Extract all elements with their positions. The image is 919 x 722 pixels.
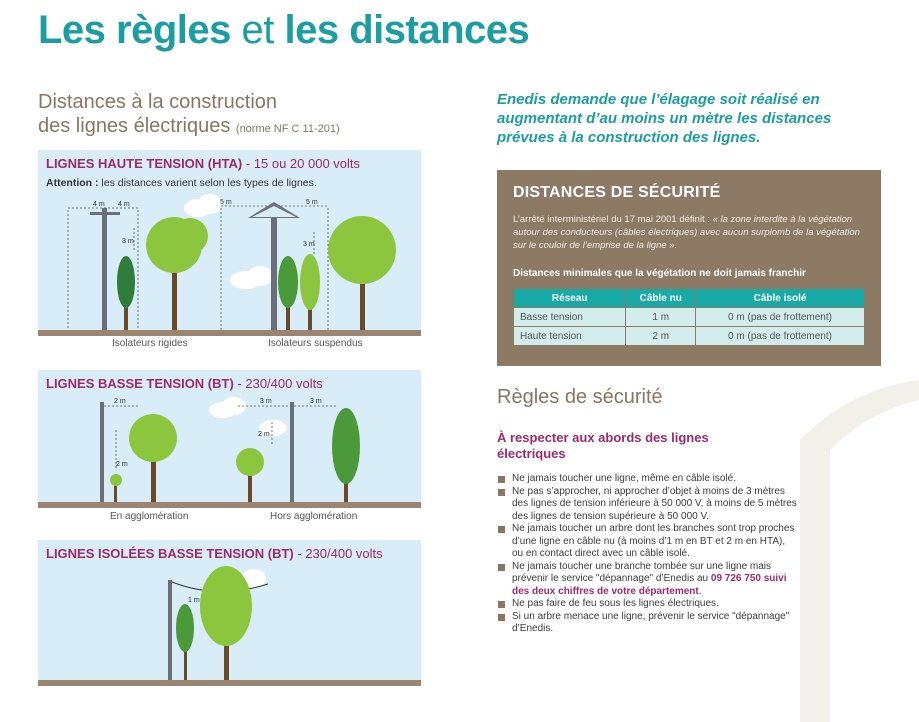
table-cell: 0 m (pas de frottement): [696, 327, 865, 346]
securite-box: [497, 170, 881, 366]
dim-label: 3 m: [122, 238, 134, 245]
list-item: Ne jamais toucher une branche tombée sur une ligne mais prévenir le service "dépannage" d’Enedis au 09 726 750 suivi des deux chiffres de votre département.: [497, 561, 797, 599]
ground: [38, 330, 421, 336]
electric-pole-icon: [90, 208, 120, 330]
dim-label: 4 m: [93, 201, 105, 208]
table-cell: 1 m: [626, 308, 696, 327]
dim-label: 3 m: [310, 398, 322, 405]
table-header: Réseau: [514, 289, 626, 308]
hta-attention: Attention : les distances varient selon les types de lignes.: [46, 177, 317, 189]
electric-pole-icon: [168, 580, 172, 680]
dim-label: 1 m: [188, 597, 200, 604]
table-header-row: [514, 289, 865, 308]
respect-subtitle: À respecter aux abords des lignes électriques: [497, 430, 709, 461]
dim-label: 4 m: [118, 201, 130, 208]
distances-table: [513, 288, 865, 346]
dim-label: 2 m: [114, 398, 126, 405]
dim-label: 2 m: [116, 461, 128, 468]
list-item: Ne pas s’approcher, ni approcher d’objet à moins de 3 mètres des lignes de tension inférieure à 50 000 V, à moins de 5 mètres des lignes de tension supérieure à 50 000 V.: [497, 486, 797, 524]
bt-panel: [38, 370, 421, 508]
caption-isolateurs-suspendus: Isolateurs suspendus: [268, 338, 363, 349]
table-row: [514, 308, 865, 327]
hta-illustration: [38, 150, 421, 336]
phone-number: 09 726 750 suivi des deux chiffres de votre département: [512, 573, 787, 597]
caption-agglomeration: En agglomération: [110, 511, 189, 522]
bt-illustration: [38, 370, 421, 508]
list-item: Ne jamais toucher un arbre dont les branches sont trop proches d’une ligne en câble nu (à moins d’1 m en BT et 2 m en HTA), ou en contact direct avec un câble isolé.: [497, 523, 797, 561]
table-row: [514, 327, 865, 346]
list-item: Si un arbre menace une ligne, prévenir le service "dépannage" d’Enedis.: [497, 611, 797, 636]
regles-title: Règles de sécurité: [497, 386, 663, 408]
tree-icon: [110, 408, 360, 502]
page-title: Les règles et les distances: [38, 8, 530, 52]
isolees-title: LIGNES ISOLÉES BASSE TENSION (BT) - 230/400 volts: [46, 546, 383, 561]
bt-title: LIGNES BASSE TENSION (BT) - 230/400 volts: [46, 376, 323, 391]
hta-panel: [38, 150, 421, 336]
enedis-note: Enedis demande que l’élagage soit réalisé en augmentant d’au moins un mètre les distances prévues à la construction des lignes.: [497, 91, 832, 146]
construction-title: Distances à la construction des lignes électriques (norme NF C 11-201): [38, 91, 340, 137]
list-item: Ne pas faire de feu sous les lignes électriques.: [497, 598, 797, 611]
ground: [38, 502, 421, 508]
table-cell: 0 m (pas de frottement): [696, 308, 865, 327]
securite-text: L’arrêté interministériel du 17 mai 2001 définit : « la zone interdite à la végétation autour des conducteurs (câbles électriques) avec aucun surplomb de la végétation sur le couloir de l’emprise de la ligne ».: [513, 214, 860, 251]
dim-label: 3 m: [303, 241, 315, 248]
table-cell: Haute tension: [514, 327, 626, 346]
dim-label: 3 m: [260, 398, 272, 405]
table-cell: Basse tension: [514, 308, 626, 327]
table-header: Câble nu: [626, 289, 696, 308]
electric-pole-icon: [100, 402, 294, 502]
securite-min-label: Distances minimales que la végétation ne doit jamais franchir: [513, 268, 806, 279]
caption-isolateurs-rigides: Isolateurs rigides: [112, 338, 188, 349]
isolees-illustration: [38, 540, 421, 686]
hta-title: LIGNES HAUTE TENSION (HTA) - 15 ou 20 000 volts: [46, 156, 361, 171]
list-item: Ne jamais toucher une ligne, même en câble isolé.: [497, 473, 797, 486]
tree-icon: [176, 566, 252, 680]
rules-list: [497, 473, 797, 636]
table-cell: 2 m: [626, 327, 696, 346]
dim-label: 2 m: [258, 431, 270, 438]
table-header: Câble isolé: [696, 289, 865, 308]
securite-title: DISTANCES DE SÉCURITÉ: [513, 184, 721, 201]
cloud-icon: [209, 397, 287, 436]
dim-label: 5 m: [220, 199, 232, 206]
caption-hors-agglomeration: Hors agglomération: [270, 511, 358, 522]
ground: [38, 680, 421, 686]
dim-label: 5 m: [306, 199, 318, 206]
isolees-panel: [38, 540, 421, 686]
